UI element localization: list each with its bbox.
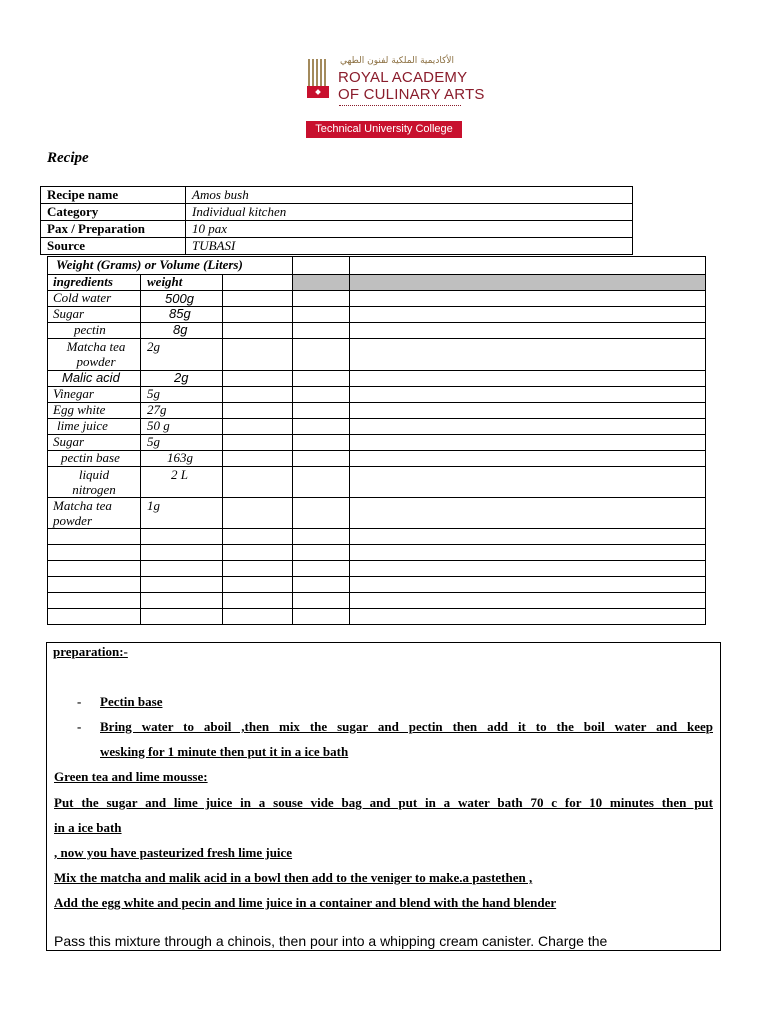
ingredient-name: Matcha tea powder [66, 339, 126, 369]
academy-logo [306, 56, 485, 140]
bullet-boil-step-line1: Bring water to aboil ,then mix the sugar and pectin then add it to the boil water and keep [100, 719, 713, 734]
ingredients-table-title: Weight (Grams) or Volume (Liters) [56, 257, 243, 272]
mousse-heading: Green tea and lime mousse: [54, 769, 208, 784]
ingredient-weight: 8g [173, 322, 188, 337]
ingredients-table [47, 256, 706, 625]
step-matcha-paste: Mix the matcha and malik acid in a bowl then add to the veniger to make.a pastethen , [54, 870, 533, 885]
ingredient-name: pectin base [61, 450, 120, 465]
info-row [41, 221, 633, 238]
ingredient-weight: 1g [147, 498, 160, 513]
bullet-pectin-base: Pectin base [100, 694, 163, 709]
bullet-dash: - [77, 694, 82, 709]
info-value: Individual kitchen [186, 204, 633, 221]
info-key: Category [41, 204, 186, 221]
ingredient-name: Sugar [53, 434, 85, 449]
ingredient-weight: 163g [167, 450, 193, 465]
ingredient-weight: 2g [174, 370, 189, 385]
ingredient-name: Matcha tea powder [53, 498, 112, 528]
preparation-heading: preparation:- [53, 644, 128, 659]
ingredient-name: Egg white [53, 402, 106, 417]
column-header-ingredients: ingredients [53, 274, 113, 289]
info-key: Pax / Preparation [41, 221, 186, 238]
logo-college-band: Technical University College [306, 121, 462, 138]
ingredient-weight: 50 g [147, 418, 170, 433]
ingredient-name: Malic acid [62, 370, 120, 385]
ingredient-weight: 85g [169, 306, 191, 321]
ingredient-weight: 27g [147, 402, 167, 417]
ingredient-name: liquid nitrogen [72, 467, 116, 497]
info-row [41, 187, 633, 204]
logo-arabic-name: الأكاديمية الملكية لفنون الطهي [340, 56, 454, 66]
info-row [41, 204, 633, 221]
ingredient-name: Sugar [53, 306, 85, 321]
ingredient-name: Cold water [53, 290, 112, 305]
info-value: 10 pax [186, 221, 633, 238]
step-blend: Add the egg white and pecin and lime juice in a container and blend with the hand blender [54, 895, 557, 910]
logo-fine-print [339, 105, 461, 109]
ingredient-weight: 2 L [171, 467, 188, 482]
step-sous-vide-line2: in a ice bath [54, 820, 122, 835]
ingredient-weight: 5g [147, 434, 160, 449]
bullet-dash: - [77, 719, 82, 734]
column-header-weight: weight [147, 274, 183, 289]
info-value: TUBASI [186, 238, 633, 255]
logo-flag-icon [307, 86, 329, 98]
ingredient-name: lime juice [57, 418, 108, 433]
ingredient-name: pectin [74, 322, 106, 337]
step-chinois: Pass this mixture through a chinois, then pour into a whipping cream canister. Charge the [54, 933, 608, 949]
recipe-info-table [40, 186, 633, 255]
info-row [41, 238, 633, 255]
ingredient-weight: 500g [165, 291, 194, 306]
logo-name-line2: OF CULINARY ARTS [338, 86, 485, 103]
info-key: Source [41, 238, 186, 255]
step-pasteurized: , now you have pasteurized fresh lime juice [54, 845, 293, 860]
ingredient-weight: 2g [147, 339, 160, 354]
step-sous-vide-line1: Put the sugar and lime juice in a souse vide bag and put in a water bath 70 c for 10 minutes then put [54, 795, 713, 810]
info-value: Amos bush [186, 187, 633, 204]
info-key: Recipe name [41, 187, 186, 204]
ingredients-grid-lines [47, 256, 707, 626]
bullet-boil-step-line2: wesking for 1 minute then put it in a ice bath [100, 744, 349, 759]
page-title: Recipe [47, 150, 89, 166]
ingredient-weight: 5g [147, 386, 160, 401]
logo-name-line1: ROYAL ACADEMY [338, 69, 468, 86]
ingredient-name: Vinegar [53, 386, 94, 401]
preparation-box [46, 642, 721, 951]
